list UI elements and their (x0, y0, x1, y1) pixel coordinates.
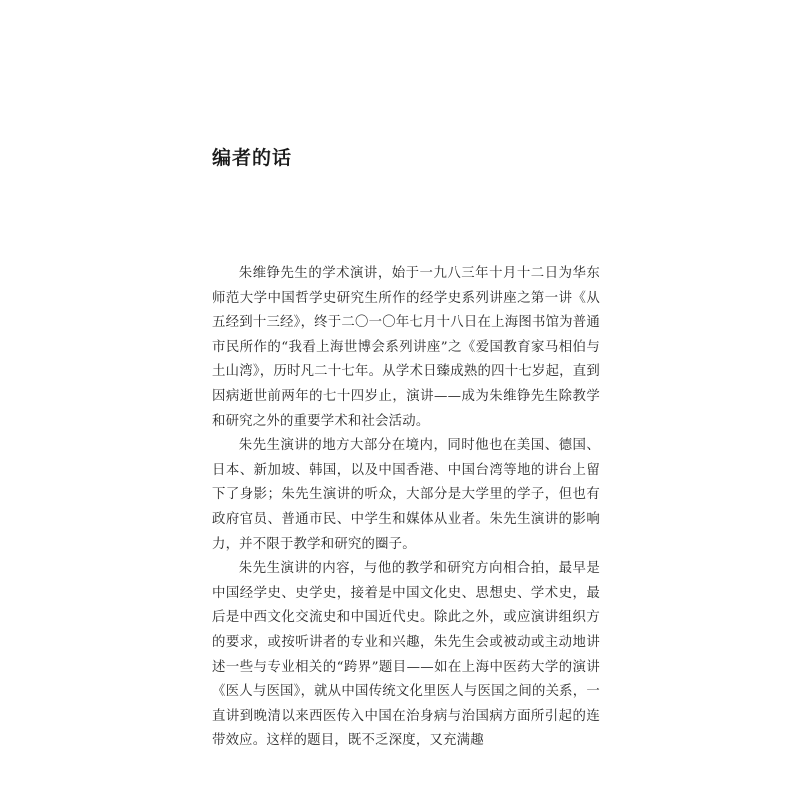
paragraph-1: 朱维铮先生的学术演讲，始于一九八三年十月十二日为华东师范大学中国哲学史研究生所作的经学史系列讲座之第一讲《从五经到十三经》，终于二〇一〇年七月十八日在上海图书馆为普通市民所作的“我看上海世博会系列讲座”之《爱国教育家马相伯与土山湾》，历时凡二十七年。从学术日臻成熟的四十七岁起，直到因病逝世前两年的七十四岁止，演讲——成为朱维铮先生除教学和研究之外的重要学术和社会活动。 (212, 266, 600, 429)
body-text (212, 262, 600, 754)
page-title: 编者的话 (212, 146, 293, 169)
paragraph-3: 朱先生演讲的内容，与他的教学和研究方向相合拍，最早是中国经学史、史学史，接着是中国文化史、思想史、学术史，最后是中西文化交流史和中国近代史。除此之外，或应演讲组织方的要求，或按听讲者的专业和兴趣，朱先生会或被动或主动地讲述一些与专业相关的“跨界”题目——如在上海中医药大学的演讲《医人与医国》，就从中国传统文化里医人与医国之间的关系，一直讲到晚清以来西医传入中国在治身病与治国病方面所引起的连带效应。这样的题目，既不乏深度，又充满趣 (212, 561, 600, 749)
paragraph-2: 朱先生演讲的地方大部分在境内，同时他也在美国、德国、日本、新加坡、韩国，以及中国香港、中国台湾等地的讲台上留下了身影；朱先生演讲的听众，大部分是大学里的学子，但也有政府官员、普通市民、中学生和媒体从业者。朱先生演讲的影响力，并不限于教学和研究的圈子。 (212, 438, 600, 552)
